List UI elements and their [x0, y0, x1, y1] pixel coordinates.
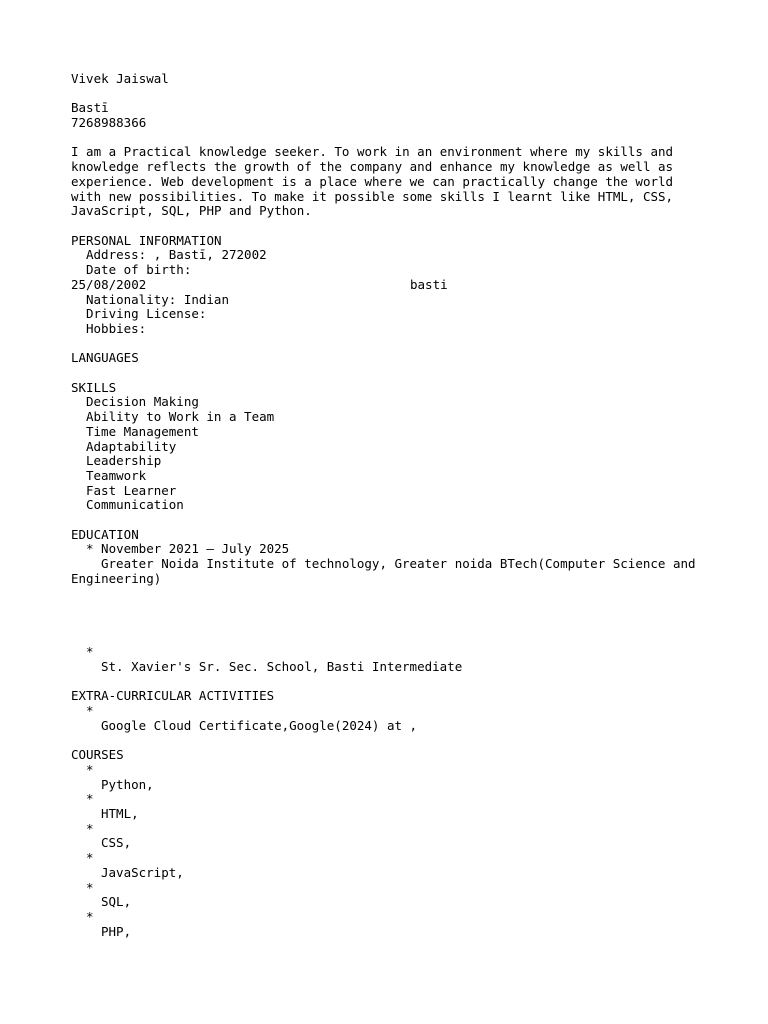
activity-item: Google Cloud Certificate,Google(2024) at ,	[101, 717, 418, 733]
resume-document	[71, 72, 711, 939]
education-entry-detail-cont: Engineering)	[71, 570, 162, 586]
contact-city: Bastī	[71, 100, 109, 116]
candidate-name: Vivek Jaiswal	[71, 71, 169, 86]
skill-item: Teamwork	[86, 467, 147, 483]
education-section	[71, 528, 711, 675]
nationality-line: Nationality: Indian	[86, 291, 229, 307]
extracurricular-section	[71, 689, 711, 733]
section-heading-languages: LANGUAGES	[71, 350, 139, 366]
summary-paragraph	[71, 145, 711, 219]
section-heading-education: EDUCATION	[71, 526, 139, 542]
personal-information-section	[71, 234, 711, 337]
summary-line: experience. Web development is a place where we can practically change the world	[71, 173, 674, 189]
activity-bullet: *	[86, 703, 94, 719]
skills-section	[71, 381, 711, 513]
skill-item: Ability to Work in a Team	[86, 409, 275, 425]
skill-item: Fast Learner	[86, 482, 177, 498]
address-line: Address: , Bastī, 272002	[86, 247, 267, 263]
course-bullet: *	[86, 850, 94, 866]
course-item: Python,	[101, 776, 154, 792]
education-entry-detail: St. Xavier's Sr. Sec. School, Basti Intermediate	[101, 659, 463, 675]
section-heading-courses: COURSES	[71, 747, 124, 763]
courses-section	[71, 748, 711, 939]
course-bullet: *	[86, 761, 94, 777]
course-item: PHP,	[101, 923, 132, 939]
birth-place: basti	[410, 276, 448, 292]
section-heading-skills: SKILLS	[71, 379, 117, 395]
course-bullet: *	[86, 820, 94, 836]
skill-item: Adaptability	[86, 438, 177, 454]
course-item: HTML,	[101, 806, 139, 822]
course-bullet: *	[86, 879, 94, 895]
hobbies-line: Hobbies:	[86, 320, 147, 336]
section-heading-personal: PERSONAL INFORMATION	[71, 232, 222, 248]
section-heading-extracurricular: EXTRA-CURRICULAR ACTIVITIES	[71, 688, 275, 704]
course-item: SQL,	[101, 894, 132, 910]
course-item: CSS,	[101, 835, 132, 851]
education-entry-date: * November 2021 – July 2025	[86, 541, 290, 557]
education-entry-detail: Greater Noida Institute of technology, Greater noida BTech(Computer Science and	[101, 556, 696, 572]
driving-license-line: Driving License:	[86, 306, 207, 322]
course-bullet: *	[86, 791, 94, 807]
course-bullet: *	[86, 908, 94, 924]
summary-line: JavaScript, SQL, PHP and Python.	[71, 203, 312, 219]
skill-item: Leadership	[86, 453, 162, 469]
contact-phone: 7268988366	[71, 115, 147, 131]
skill-item: Time Management	[86, 423, 199, 439]
dob-row	[71, 278, 711, 293]
summary-line: knowledge reflects the growth of the company and enhance my knowledge as well as	[71, 159, 674, 175]
skill-item: Communication	[86, 497, 184, 513]
dob-value: 25/08/2002	[71, 276, 147, 292]
summary-line: I am a Practical knowledge seeker. To work in an environment where my skills and	[71, 144, 674, 160]
course-item: JavaScript,	[101, 864, 184, 880]
skill-item: Decision Making	[86, 394, 199, 410]
summary-line: with new possibilities. To make it possible some skills I learnt like HTML, CSS,	[71, 188, 674, 204]
dob-label: Date of birth:	[86, 262, 192, 278]
education-entry-bullet: *	[86, 644, 94, 660]
